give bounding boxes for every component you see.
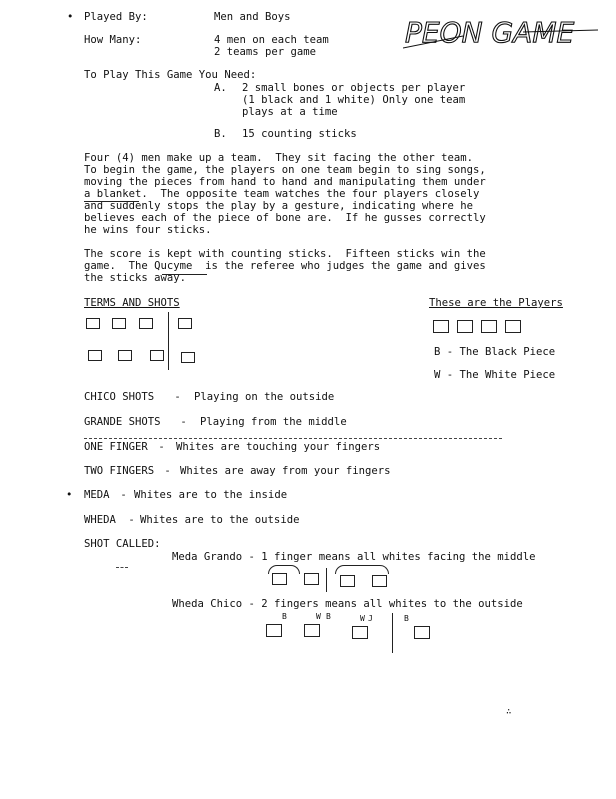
needs-a-line-2: (1 black and 1 white) Only one team	[242, 94, 466, 106]
wheda-chico-line: Wheda Chico - 2 fingers means all whites to the outside	[172, 598, 523, 610]
term-sep: -	[168, 391, 188, 403]
needs-a-line-3: plays at a time	[242, 106, 338, 118]
players-heading: These are the Players	[429, 297, 563, 309]
term-desc: Whites are touching your fingers	[176, 441, 381, 453]
piece-box	[88, 350, 102, 361]
para1-line: he wins four sticks.	[84, 224, 212, 236]
underline-mark	[162, 274, 207, 275]
played-by-label: Played By:	[84, 11, 148, 23]
piece-box	[340, 575, 355, 587]
scan-speck: ∴	[506, 707, 512, 717]
para2-line: game. The Qucyme is the referee who judges the game and gives	[84, 260, 486, 272]
piece-box	[414, 626, 430, 639]
legend-black: B - The Black Piece	[434, 346, 556, 358]
para2-line: The score is kept with counting sticks. Fifteen sticks win the	[84, 248, 486, 260]
box-label: W	[316, 612, 321, 621]
piece-box	[266, 624, 282, 637]
how-many-label: How Many:	[84, 34, 142, 46]
para2-line: the sticks away.	[84, 272, 187, 284]
para1-line: To begin the game, the players on one team begin to sing songs,	[84, 164, 486, 176]
term-desc: Playing from the middle	[200, 416, 347, 428]
piece-box	[304, 624, 320, 637]
para1-line: Four (4) men make up a team. They sit facing the other team.	[84, 152, 474, 164]
handwritten-title	[403, 12, 599, 52]
arc-mark	[335, 565, 389, 574]
piece-box	[178, 318, 192, 329]
para1-line: moving the pieces from hand to hand and manipulating them under	[84, 176, 486, 188]
term-name: MEDA	[84, 489, 110, 501]
term-name: TWO FINGERS	[84, 465, 155, 477]
needs-b-letter: B.	[214, 128, 227, 140]
term-sep: -	[114, 489, 134, 501]
how-many-line-1: 4 men on each team	[214, 34, 329, 46]
box-label: J	[368, 614, 373, 623]
piece-box	[86, 318, 100, 329]
dashed-rule	[84, 438, 502, 439]
box-label: B	[326, 612, 331, 621]
para1-line: and suddenly stops the play by a gesture, indicating where he	[84, 200, 474, 212]
piece-box	[272, 573, 287, 585]
shot-called-label: SHOT CALLED:	[84, 538, 161, 550]
term-name: CHICO SHOTS	[84, 391, 155, 403]
played-by-value: Men and Boys	[214, 11, 291, 23]
bullet-mark: •	[66, 489, 73, 501]
term-sep: -	[174, 416, 194, 428]
piece-box	[150, 350, 164, 361]
box-label: B	[404, 614, 409, 623]
needs-a-line-1: 2 small bones or objects per player	[242, 82, 466, 94]
term-name: ONE FINGER	[84, 441, 148, 453]
needs-a-letter: A.	[214, 82, 227, 94]
term-desc: Whites are to the inside	[134, 489, 288, 501]
term-desc: Whites are to the outside	[140, 514, 300, 526]
legend-white: W - The White Piece	[434, 369, 556, 381]
box-label: W	[360, 614, 365, 623]
piece-box	[118, 350, 132, 361]
term-desc: Playing on the outside	[194, 391, 335, 403]
how-many-line-2: 2 teams per game	[214, 46, 317, 58]
player-box	[457, 320, 473, 333]
needs-b-line-1: 15 counting sticks	[242, 128, 357, 140]
dash-mark	[116, 567, 128, 568]
bullet-mark: •	[67, 11, 74, 23]
piece-box	[181, 352, 195, 363]
piece-box	[139, 318, 153, 329]
svg-text:PEON GAME: PEON GAME	[405, 16, 575, 49]
term-sep: -	[158, 465, 178, 477]
term-desc: Whites are away from your fingers	[180, 465, 391, 477]
piece-box	[304, 573, 319, 585]
term-name: WHEDA	[84, 514, 116, 526]
divider-line	[392, 613, 393, 653]
meda-grande-line: Meda Grando - 1 finger means all whites facing the middle	[172, 551, 536, 563]
divider-line	[168, 312, 169, 370]
term-sep: -	[122, 514, 142, 526]
underline-mark	[84, 201, 139, 202]
piece-box	[372, 575, 387, 587]
para1-line: a blanket. The opposite team watches the four players closely	[84, 188, 480, 200]
term-sep: -	[152, 441, 172, 453]
box-label: B	[282, 612, 287, 621]
divider-line	[326, 568, 327, 592]
term-name: GRANDE SHOTS	[84, 416, 161, 428]
piece-box	[352, 626, 368, 639]
terms-heading: TERMS AND SHOTS	[84, 297, 180, 309]
player-box	[481, 320, 497, 333]
piece-box	[112, 318, 126, 329]
para1-line: believes each of the piece of bone are. If he gusses correctly	[84, 212, 486, 224]
needs-intro: To Play This Game You Need:	[84, 69, 257, 81]
player-box	[505, 320, 521, 333]
player-box	[433, 320, 449, 333]
